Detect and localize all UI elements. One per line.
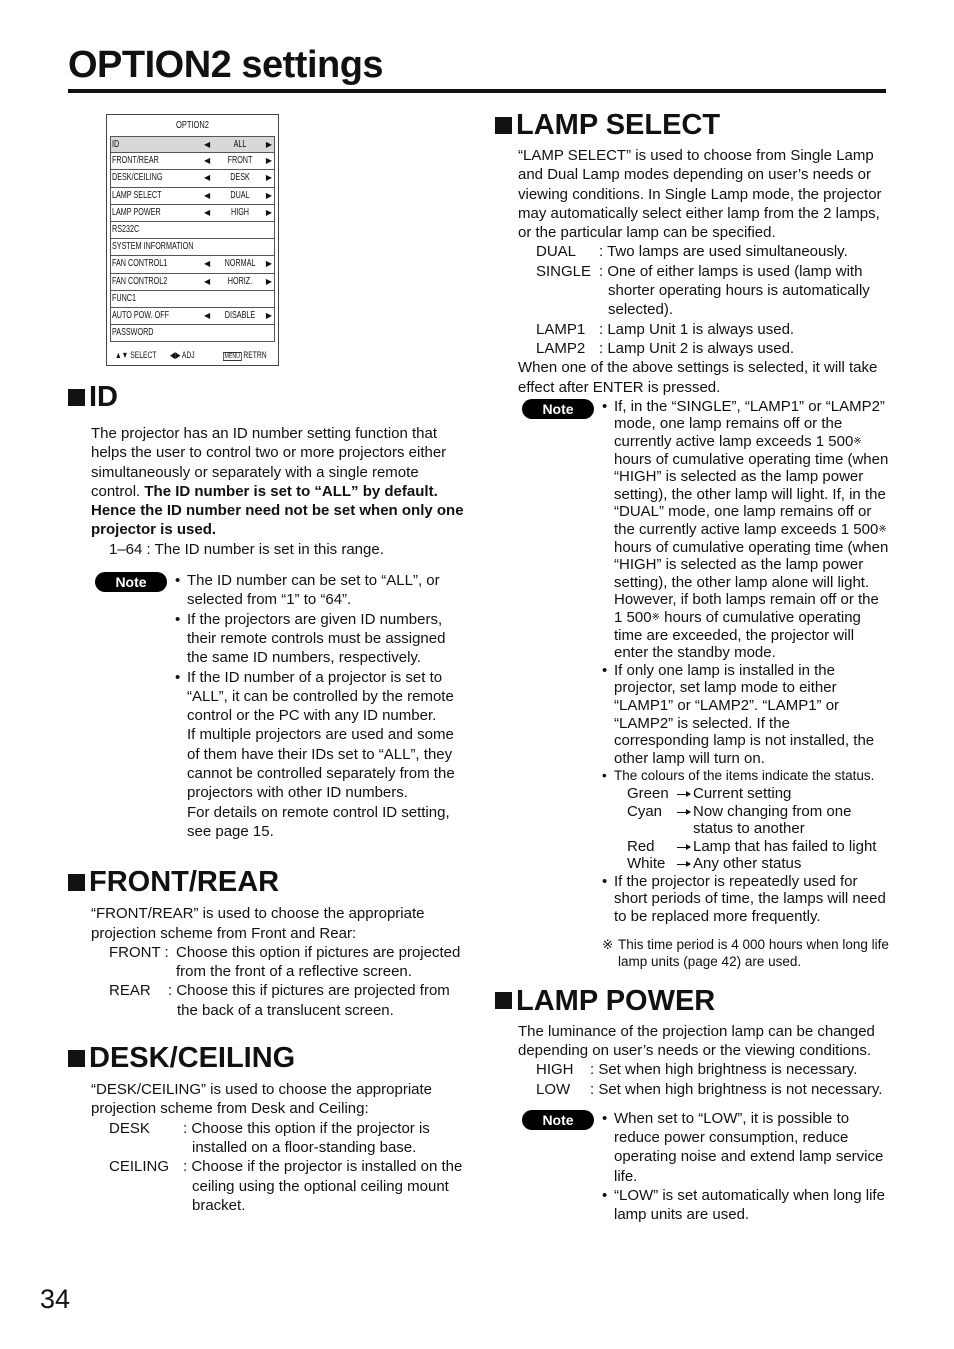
osd-row-value: HORIZ.: [227, 275, 253, 287]
osd-menu-row: [110, 291, 275, 308]
note-item: • If only one lamp is installed in the projector, set lamp mode to either “LAMP1” or “LAMP2”. “LAMP1” or “LAMP2” is selected. If the corresponding lamp is not installed, the other lamp will turn on.: [602, 661, 875, 767]
square-bullet-icon: [68, 389, 85, 406]
osd-row-value: DISABLE: [224, 309, 256, 321]
osd-row-label: PASSWORD: [112, 327, 154, 339]
osd-menu-row: [110, 222, 275, 239]
arrow-right-icon: ▶: [265, 310, 272, 320]
status-list: [602, 785, 889, 873]
arrow-left-icon: ◀: [204, 310, 211, 320]
note-item: • If the projectors are given ID numbers, their remote controls must be assigned the same ID numbers, respectively.: [175, 610, 446, 667]
lamp-power-heading: LAMP POWER: [495, 984, 889, 1018]
osd-row-label: LAMP SELECT: [112, 189, 162, 201]
osd-menu-row: [110, 239, 275, 256]
desk-def: DESK : Choose this option if the projector is installed on a floor-standing base.: [109, 1119, 430, 1156]
note-item: • If, in the “SINGLE”, “LAMP1” or “LAMP2” mode, one lamp remains off or the currently active lamp exceeds 1 500※ hours of cumulative operating time (when “HIGH” is selected as the lamp power setting), the other lamp will light. If, in the “DUAL” mode, one lamp remains off or the currently active lamp exceeds 1 500※ hours of cumulative operating time (when “HIGH” is selected as the lamp power setting), the other lamp alone will light. However, if both lamps remain off or the 1 500※ hours of cumulative operating time are exceeded, the projector will enter the standby mode.: [602, 397, 889, 662]
osd-menu-row: [110, 188, 275, 205]
square-bullet-icon: [495, 117, 512, 134]
front-rear-heading: FRONT/REAR: [68, 865, 465, 899]
arrow-right-icon: ▶: [265, 140, 272, 149]
dual-def: DUAL : Two lamps are used simultaneously.: [536, 243, 848, 261]
menu-key-icon: MENU: [224, 353, 240, 361]
note-badge: Note: [522, 399, 594, 419]
note-item: • When set to “LOW”, it is possible to reduce power consumption, reduce operating noise and extend lamp service life.: [602, 1109, 884, 1185]
front-rear-body: “FRONT/REAR” is used to choose the appropriate projection scheme from Front and Rear: FRONT : Choose this option if pictures are projected from the front of a reflective screen. REAR : Choose this if pictures are projected from the back of a translucent screen.: [91, 904, 465, 1020]
square-bullet-icon: [68, 1050, 85, 1067]
osd-title: OPTION2: [176, 120, 209, 131]
lamp1-def: LAMP1 : Lamp Unit 1 is always used.: [536, 320, 795, 338]
square-bullet-icon: [495, 992, 512, 1009]
note-item-extra: For details on remote control ID setting, see page 15.: [187, 803, 450, 840]
rear-def: REAR : Choose this if pictures are projected from the back of a translucent screen.: [109, 982, 450, 1019]
arrow-right-icon: ▶: [265, 156, 272, 166]
right-column: [497, 108, 889, 1225]
arrow-left-icon: ◀: [204, 276, 211, 286]
osd-row-label: SYSTEM INFORMATION: [112, 241, 194, 253]
note-item: • The colours of the items indicate the status.: [602, 768, 875, 784]
lamp-power-note: [522, 1109, 889, 1225]
arrow-right-icon: ▶: [265, 190, 272, 200]
osd-adj-hint: ◀▶ ADJ: [170, 350, 195, 361]
arrow-right-icon: ▶: [265, 259, 272, 269]
arrow-right-icon: [677, 847, 690, 848]
front-def: FRONT : Choose this option if pictures are projected from the front of a reflective screen.: [109, 943, 461, 981]
osd-row-value: DESK: [230, 172, 250, 184]
lamp-select-note: [522, 398, 889, 970]
note-item: • If the ID number of a projector is set to “ALL”, it can be controlled by the remote control or the PC with any ID number.: [175, 668, 454, 725]
osd-row-label: RS232C: [112, 223, 140, 235]
osd-footer: [110, 342, 275, 362]
left-column: [70, 114, 465, 1215]
osd-row-value: HIGH: [231, 206, 249, 218]
single-def: SINGLE : One of either lamps is used (lamp with shorter operating hours is automatically selected).: [536, 262, 870, 319]
osd-row-value: NORMAL: [224, 258, 256, 270]
status-white: White Any other status: [627, 855, 802, 873]
osd-menu-row: [110, 308, 275, 325]
arrow-left-icon: ◀: [204, 140, 211, 149]
osd-menu-row: [110, 170, 275, 187]
arrow-right-icon: ▶: [265, 173, 272, 183]
arrow-left-icon: ◀: [204, 207, 211, 217]
osd-row-label: ID: [112, 139, 120, 150]
square-bullet-icon: [68, 874, 85, 891]
osd-row-value: ALL: [233, 139, 247, 150]
id-range: 1–64 : The ID number is set in this range.: [109, 540, 384, 558]
id-para: The projector has an ID number setting function that helps the user to control two or more projectors either simultaneously or separately with a single remote control.: [91, 425, 447, 500]
osd-row-label: DESK/CEILING: [112, 172, 163, 184]
lamp-power-body: The luminance of the projection lamp can be changed depending on user’s needs or the viewing conditions. HIGH : Set when high brightness is necessary. LOW : Set when high brightness is not necessary.: [518, 1022, 889, 1099]
osd-row-label: FRONT/REAR: [112, 155, 159, 167]
osd-row-value: DUAL: [230, 189, 250, 201]
osd-menu-row: [110, 256, 275, 273]
desk-ceiling-body: “DESK/CEILING” is used to choose the appropriate projection scheme from Desk and Ceiling: DESK : Choose this option if the projector is installed on a floor-standing base. CEILING : Choose if the projector is installed on the ceiling using the optional ceiling mount bracket.: [91, 1080, 465, 1215]
arrow-right-icon: [677, 812, 690, 813]
status-red: Red Lamp that has failed to light: [627, 837, 877, 855]
id-para-bold: The ID number is set to “ALL” by default. Hence the ID number need not be set when only one projector is used.: [91, 482, 464, 539]
lamp2-def: LAMP2 : Lamp Unit 2 is always used.: [536, 339, 795, 357]
osd-select-hint: ▲▼ SELECT: [115, 350, 157, 361]
osd-menu-row: [110, 325, 275, 342]
osd-menu-row: [110, 274, 275, 291]
low-def: LOW : Set when high brightness is not necessary.: [536, 1080, 883, 1098]
status-cyan: Cyan Now changing from one status to another: [627, 802, 852, 838]
osd-menu-row: [110, 205, 275, 222]
note-item: • “LOW” is set automatically when long life lamp units are used.: [602, 1187, 885, 1224]
note-badge: Note: [522, 1110, 594, 1130]
osd-menu-row: [110, 153, 275, 170]
note-badge: Note: [95, 572, 167, 592]
osd-row-value: FRONT: [227, 155, 253, 167]
ceiling-def: CEILING : Choose if the projector is installed on the ceiling using the optional ceiling mount bracket.: [109, 1158, 463, 1214]
note-item: • The ID number can be set to “ALL”, or selected from “1” to “64”.: [175, 572, 440, 609]
title-rule: [68, 89, 886, 93]
arrow-left-icon: ◀: [204, 156, 211, 166]
arrow-right-icon: [677, 794, 690, 795]
osd-return-hint: MENU RETRN: [224, 350, 267, 361]
osd-row-label: FUNC1: [112, 292, 137, 304]
osd-row-label: AUTO POW. OFF: [112, 309, 170, 321]
footnote: ※ This time period is 4 000 hours when long life lamp units (page 42) are used.: [602, 936, 889, 969]
osd-row-label: FAN CONTROL1: [112, 258, 168, 270]
note-item-extra: If multiple projectors are used and some of them have their IDs set to “ALL”, they cannot be controlled separately from the projectors with other ID numbers.: [187, 726, 455, 802]
arrow-right-icon: [677, 864, 690, 865]
arrow-left-icon: ◀: [204, 190, 211, 200]
status-green: Green Current setting: [627, 784, 792, 802]
id-body: [91, 424, 465, 559]
arrow-left-icon: ◀: [204, 259, 211, 269]
page-number: 34: [40, 1284, 71, 1314]
osd-row-label: FAN CONTROL2: [112, 275, 168, 287]
lamp-select-body: “LAMP SELECT” is used to choose from Single Lamp and Dual Lamp modes depending on user’s needs or viewing conditions. In Single Lamp mode, the projector may automatically select either lamp from the 2 lamps, or the particular lamp can be specified. DUAL : Two lamps are used simultaneously. SINGLE : One of either lamps is used (lamp with shorter operating hours is automatically selected). LAMP1 : Lamp Unit 1 is always used. LAMP2 : Lamp Unit 2 is always used. When one of the above settings is selected, it will take effect after ENTER is pressed.: [518, 146, 889, 397]
page-title: OPTION2 settings: [68, 44, 384, 86]
arrow-right-icon: ▶: [265, 207, 272, 217]
id-heading: ID: [68, 380, 465, 414]
arrow-left-icon: ◀: [204, 173, 211, 183]
osd-row-label: LAMP POWER: [112, 206, 161, 218]
desk-ceiling-heading: DESK/CEILING: [68, 1041, 465, 1075]
lamp-select-heading: LAMP SELECT: [495, 108, 889, 142]
id-note: [95, 571, 465, 841]
osd-menu-row: [110, 136, 275, 153]
osd-menu: [106, 114, 279, 366]
high-def: HIGH : Set when high brightness is necessary.: [536, 1061, 858, 1079]
note-item: • If the projector is repeatedly used for short periods of time, the lamps will need to be replaced more frequently.: [602, 872, 886, 926]
arrow-right-icon: ▶: [265, 276, 272, 286]
